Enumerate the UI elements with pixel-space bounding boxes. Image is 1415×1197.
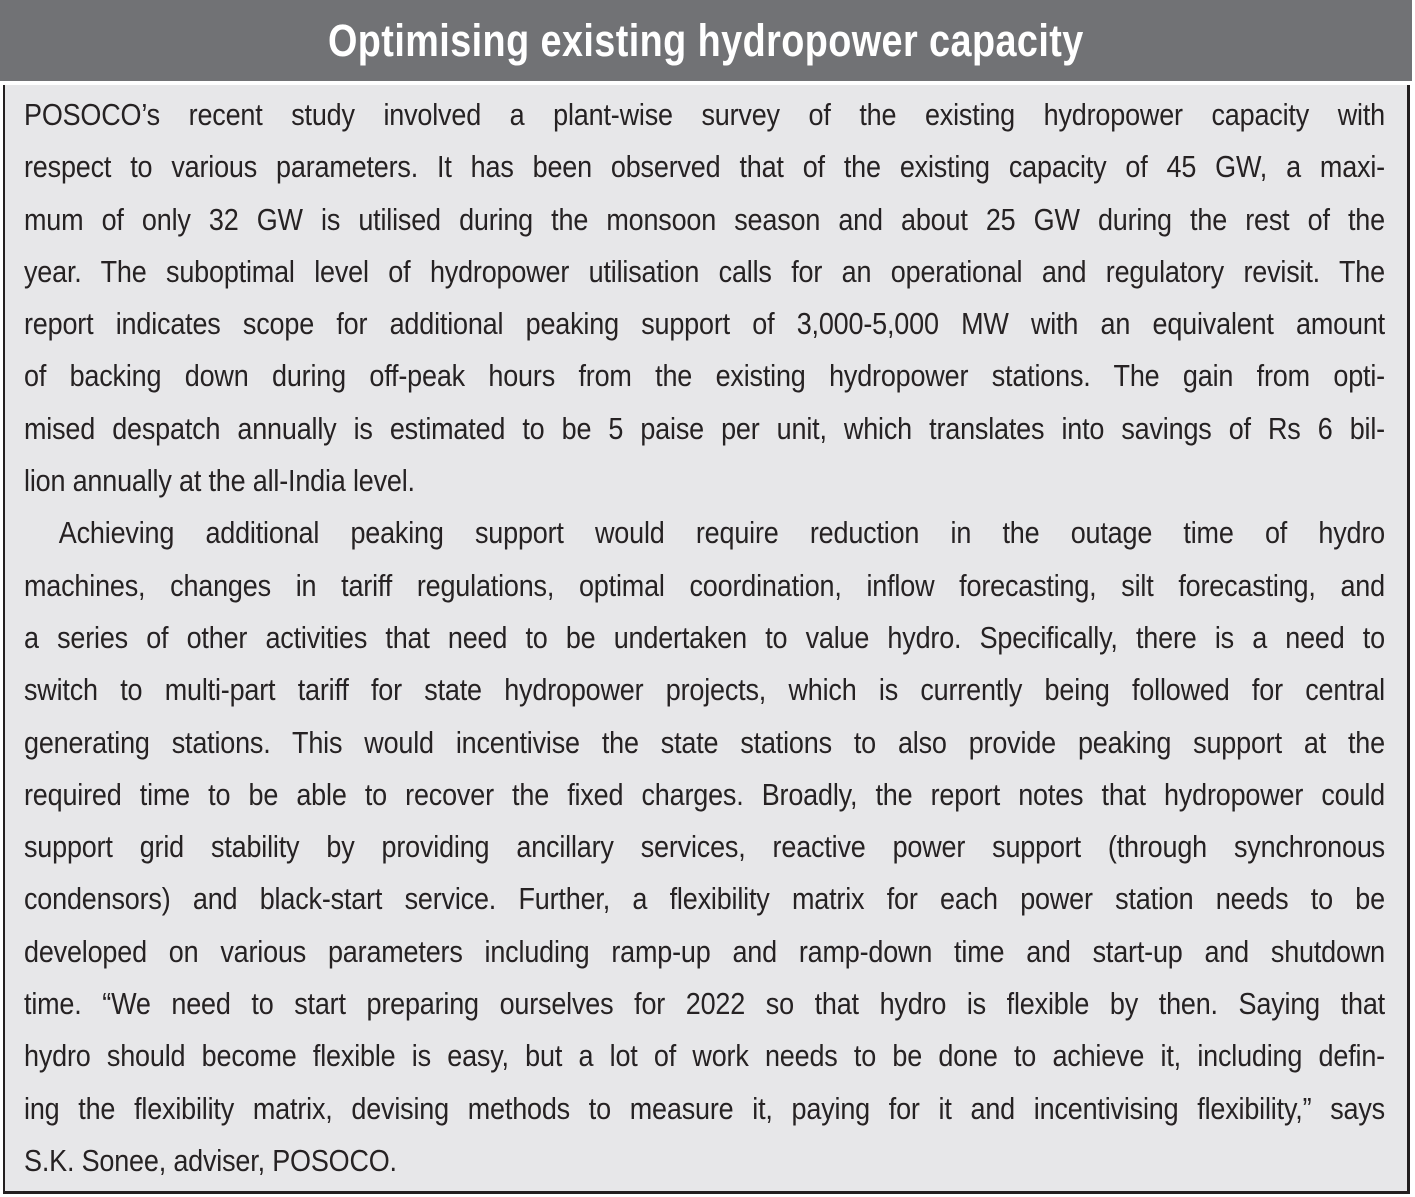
text-line: S.K. Sonee, adviser, POSOCO. <box>24 1142 397 1178</box>
text-line: condensors) and black-start service. Further, a flexibility matrix for each power station needs to be <box>24 881 1385 917</box>
text-line: support grid stability by providing ancillary services, reactive power support (through synchronous <box>24 829 1385 865</box>
text-line: report indicates scope for additional peaking support of 3,000-5,000 MW with an equivalent amount <box>24 306 1385 342</box>
text-line: year. The suboptimal level of hydropower utilisation calls for an operational and regulatory revisit. The <box>24 253 1385 289</box>
text-line: a series of other activities that need to be undertaken to value hydro. Specifically, there is a need to <box>24 619 1385 655</box>
text-line: respect to various parameters. It has been observed that of the existing capacity of 45 GW, a maxi- <box>24 149 1385 185</box>
text-line: mised despatch annually is estimated to be 5 paise per unit, which translates into savings of Rs 6 bil- <box>24 410 1385 446</box>
text-line: hydro should become flexible is easy, but a lot of work needs to be done to achieve it, including defin- <box>24 1038 1385 1074</box>
paragraph-2 <box>24 507 1385 1187</box>
text-line: machines, changes in tariff regulations, optimal coordination, inflow forecasting, silt forecasting, and <box>24 567 1385 603</box>
text-line: mum of only 32 GW is utilised during the monsoon season and about 25 GW during the rest of the <box>24 201 1385 237</box>
text-line: POSOCO’s recent study involved a plant-wise survey of the existing hydropower capacity with <box>24 97 1385 132</box>
box-body <box>3 85 1410 1194</box>
text-line: switch to multi-part tariff for state hydropower projects, which is currently being followed for central <box>24 672 1385 708</box>
text-line: time. “We need to start preparing ourselves for 2022 so that hydro is flexible by then. Saying that <box>24 986 1385 1022</box>
text-line: developed on various parameters including ramp-up and ramp-down time and start-up and shutdown <box>24 933 1385 969</box>
text-line: Achieving additional peaking support would require reduction in the outage time of hydro <box>58 515 1385 551</box>
paragraph-1 <box>24 89 1385 507</box>
box-title: Optimising existing hydropower capacity <box>328 14 1084 66</box>
text-line: required time to be able to recover the fixed charges. Broadly, the report notes that hydropower could <box>24 776 1385 812</box>
text-line: ing the flexibility matrix, devising methods to measure it, paying for it and incentivising flexibility,” says <box>24 1090 1385 1126</box>
text-line: of backing down during off-peak hours from the existing hydropower stations. The gain from opti- <box>24 358 1385 394</box>
text-line: lion annually at the all-India level. <box>24 463 415 499</box>
text-line: generating stations. This would incentivise the state stations to also provide peaking support at the <box>24 724 1385 760</box>
box-header <box>0 0 1412 81</box>
